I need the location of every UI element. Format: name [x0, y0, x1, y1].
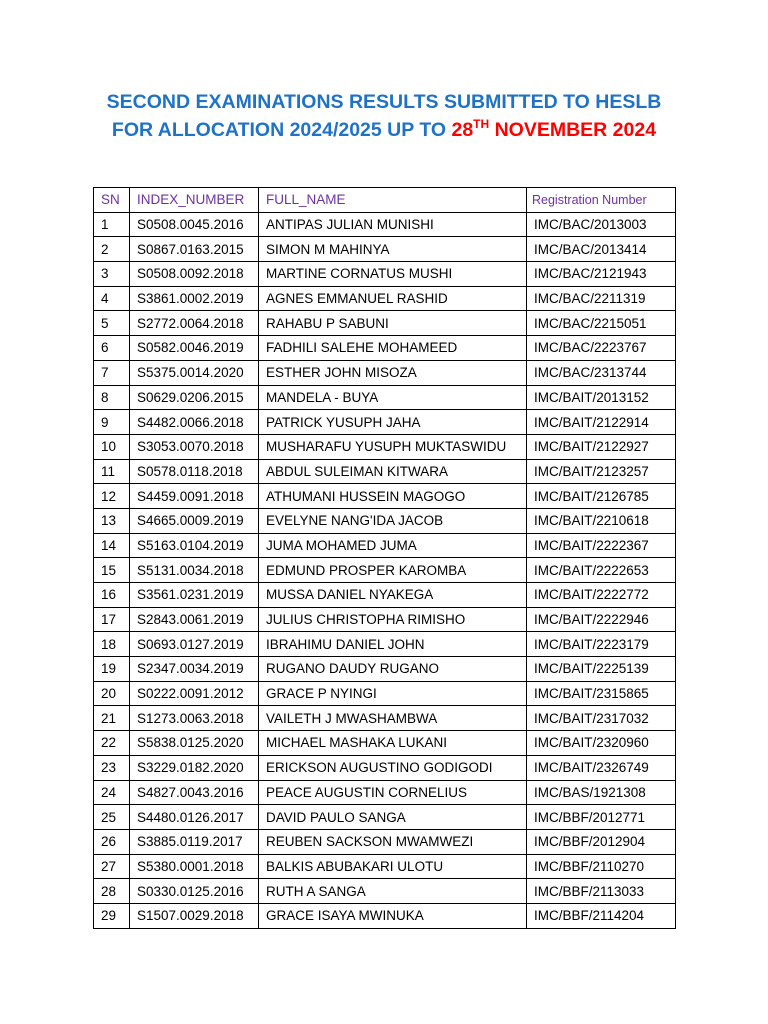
table-row [94, 607, 676, 632]
cell-full-name: FADHILI SALEHE MOHAMEED [259, 336, 527, 361]
cell-index-number: S2843.0061.2019 [130, 607, 259, 632]
cell-registration-number: IMC/BAC/2211319 [527, 286, 676, 311]
cell-full-name: DAVID PAULO SANGA [259, 805, 527, 830]
cell-sn: 1 [94, 212, 130, 237]
cell-index-number: S0582.0046.2019 [130, 336, 259, 361]
cell-sn: 11 [94, 459, 130, 484]
cell-sn: 20 [94, 681, 130, 706]
cell-full-name: SIMON M MAHINYA [259, 237, 527, 262]
title-date-suffix: TH [473, 117, 490, 131]
table-row [94, 879, 676, 904]
cell-index-number: S4827.0043.2016 [130, 780, 259, 805]
table-row [94, 805, 676, 830]
cell-index-number: S5375.0014.2020 [130, 360, 259, 385]
cell-full-name: RAHABU P SABUNI [259, 311, 527, 336]
cell-sn: 10 [94, 434, 130, 459]
cell-index-number: S0508.0092.2018 [130, 262, 259, 287]
cell-full-name: REUBEN SACKSON MWAMWEZI [259, 829, 527, 854]
results-table [93, 187, 676, 929]
table-row [94, 755, 676, 780]
cell-full-name: ESTHER JOHN MISOZA [259, 360, 527, 385]
cell-registration-number: IMC/BAIT/2122927 [527, 434, 676, 459]
cell-full-name: BALKIS ABUBAKARI ULOTU [259, 854, 527, 879]
cell-index-number: S4665.0009.2019 [130, 508, 259, 533]
cell-registration-number: IMC/BBF/2012771 [527, 805, 676, 830]
cell-index-number: S4482.0066.2018 [130, 410, 259, 435]
cell-sn: 29 [94, 903, 130, 928]
cell-full-name: MARTINE CORNATUS MUSHI [259, 262, 527, 287]
cell-index-number: S1507.0029.2018 [130, 903, 259, 928]
cell-sn: 6 [94, 336, 130, 361]
cell-sn: 8 [94, 385, 130, 410]
cell-sn: 4 [94, 286, 130, 311]
cell-index-number: S3229.0182.2020 [130, 755, 259, 780]
cell-index-number: S5131.0034.2018 [130, 558, 259, 583]
table-row [94, 508, 676, 533]
cell-index-number: S0508.0045.2016 [130, 212, 259, 237]
cell-full-name: VAILETH J MWASHAMBWA [259, 706, 527, 731]
cell-full-name: PATRICK YUSUPH JAHA [259, 410, 527, 435]
cell-registration-number: IMC/BAIT/2326749 [527, 755, 676, 780]
header-index-number: INDEX_NUMBER [130, 188, 259, 213]
table-header-row [94, 188, 676, 213]
cell-sn: 22 [94, 731, 130, 756]
cell-sn: 28 [94, 879, 130, 904]
table-row [94, 558, 676, 583]
cell-index-number: S2772.0064.2018 [130, 311, 259, 336]
cell-full-name: GRACE ISAYA MWINUKA [259, 903, 527, 928]
table-row [94, 657, 676, 682]
cell-index-number: S0867.0163.2015 [130, 237, 259, 262]
table-row [94, 533, 676, 558]
cell-full-name: AGNES EMMANUEL RASHID [259, 286, 527, 311]
table-row [94, 854, 676, 879]
cell-sn: 25 [94, 805, 130, 830]
cell-full-name: MICHAEL MASHAKA LUKANI [259, 731, 527, 756]
cell-sn: 16 [94, 583, 130, 608]
table-body [94, 212, 676, 928]
table-row [94, 632, 676, 657]
table-row [94, 336, 676, 361]
cell-index-number: S3885.0119.2017 [130, 829, 259, 854]
table-row [94, 780, 676, 805]
header-full-name: FULL_NAME [259, 188, 527, 213]
cell-sn: 3 [94, 262, 130, 287]
cell-full-name: JULIUS CHRISTOPHA RIMISHO [259, 607, 527, 632]
cell-full-name: ABDUL SULEIMAN KITWARA [259, 459, 527, 484]
table-row [94, 286, 676, 311]
cell-registration-number: IMC/BAIT/2122914 [527, 410, 676, 435]
cell-registration-number: IMC/BAIT/2315865 [527, 681, 676, 706]
cell-index-number: S2347.0034.2019 [130, 657, 259, 682]
cell-registration-number: IMC/BAC/2223767 [527, 336, 676, 361]
cell-sn: 17 [94, 607, 130, 632]
cell-full-name: GRACE P NYINGI [259, 681, 527, 706]
cell-full-name: ANTIPAS JULIAN MUNISHI [259, 212, 527, 237]
cell-full-name: MUSSA DANIEL NYAKEGA [259, 583, 527, 608]
cell-index-number: S3561.0231.2019 [130, 583, 259, 608]
cell-sn: 5 [94, 311, 130, 336]
table-row [94, 434, 676, 459]
cell-sn: 2 [94, 237, 130, 262]
table-row [94, 360, 676, 385]
cell-registration-number: IMC/BAC/2121943 [527, 262, 676, 287]
cell-index-number: S0222.0091.2012 [130, 681, 259, 706]
cell-sn: 15 [94, 558, 130, 583]
cell-sn: 18 [94, 632, 130, 657]
cell-registration-number: IMC/BBF/2113033 [527, 879, 676, 904]
cell-index-number: S0578.0118.2018 [130, 459, 259, 484]
cell-index-number: S0629.0206.2015 [130, 385, 259, 410]
title-line-1: SECOND EXAMINATIONS RESULTS SUBMITTED TO HESLB [106, 91, 662, 113]
cell-full-name: MUSHARAFU YUSUPH MUKTASWIDU [259, 434, 527, 459]
cell-index-number: S5838.0125.2020 [130, 731, 259, 756]
table-row [94, 459, 676, 484]
cell-registration-number: IMC/BAC/2313744 [527, 360, 676, 385]
cell-sn: 26 [94, 829, 130, 854]
header-registration-number: Registration Number [527, 188, 676, 213]
cell-registration-number: IMC/BAIT/2225139 [527, 657, 676, 682]
table-row [94, 903, 676, 928]
cell-registration-number: IMC/BBF/2012904 [527, 829, 676, 854]
cell-index-number: S5163.0104.2019 [130, 533, 259, 558]
title-date [451, 119, 656, 141]
cell-registration-number: IMC/BAIT/2222367 [527, 533, 676, 558]
cell-sn: 13 [94, 508, 130, 533]
document-title [0, 88, 768, 144]
cell-index-number: S5380.0001.2018 [130, 854, 259, 879]
cell-full-name: EDMUND PROSPER KAROMBA [259, 558, 527, 583]
cell-sn: 9 [94, 410, 130, 435]
cell-registration-number: IMC/BAIT/2222653 [527, 558, 676, 583]
cell-registration-number: IMC/BAIT/2222772 [527, 583, 676, 608]
cell-sn: 24 [94, 780, 130, 805]
cell-registration-number: IMC/BAIT/2317032 [527, 706, 676, 731]
title-line-2 [0, 116, 768, 144]
cell-full-name: JUMA MOHAMED JUMA [259, 533, 527, 558]
cell-registration-number: IMC/BAC/2013414 [527, 237, 676, 262]
cell-sn: 12 [94, 484, 130, 509]
table-row [94, 829, 676, 854]
title-date-day: 28 [451, 119, 474, 141]
cell-registration-number: IMC/BAIT/2223179 [527, 632, 676, 657]
cell-sn: 21 [94, 706, 130, 731]
table-row [94, 311, 676, 336]
cell-sn: 27 [94, 854, 130, 879]
header-sn: SN [94, 188, 130, 213]
cell-index-number: S4480.0126.2017 [130, 805, 259, 830]
cell-index-number: S1273.0063.2018 [130, 706, 259, 731]
cell-full-name: PEACE AUGUSTIN CORNELIUS [259, 780, 527, 805]
cell-full-name: MANDELA - BUYA [259, 385, 527, 410]
table-row [94, 385, 676, 410]
cell-registration-number: IMC/BAIT/2123257 [527, 459, 676, 484]
table-row [94, 706, 676, 731]
cell-full-name: RUTH A SANGA [259, 879, 527, 904]
cell-registration-number: IMC/BAC/2215051 [527, 311, 676, 336]
cell-registration-number: IMC/BBF/2114204 [527, 903, 676, 928]
cell-sn: 23 [94, 755, 130, 780]
cell-registration-number: IMC/BAIT/2210618 [527, 508, 676, 533]
cell-sn: 19 [94, 657, 130, 682]
cell-sn: 7 [94, 360, 130, 385]
cell-registration-number: IMC/BAIT/2320960 [527, 731, 676, 756]
cell-registration-number: IMC/BBF/2110270 [527, 854, 676, 879]
table-row [94, 410, 676, 435]
cell-full-name: ERICKSON AUGUSTINO GODIGODI [259, 755, 527, 780]
cell-full-name: IBRAHIMU DANIEL JOHN [259, 632, 527, 657]
table-row [94, 237, 676, 262]
cell-index-number: S3861.0002.2019 [130, 286, 259, 311]
cell-registration-number: IMC/BAC/2013003 [527, 212, 676, 237]
cell-sn: 14 [94, 533, 130, 558]
table-row [94, 583, 676, 608]
cell-registration-number: IMC/BAS/1921308 [527, 780, 676, 805]
title-date-month-year: NOVEMBER 2024 [489, 119, 657, 141]
table-row [94, 681, 676, 706]
cell-index-number: S4459.0091.2018 [130, 484, 259, 509]
table-row [94, 484, 676, 509]
table-row [94, 731, 676, 756]
cell-full-name: EVELYNE NANG'IDA JACOB [259, 508, 527, 533]
cell-registration-number: IMC/BAIT/2126785 [527, 484, 676, 509]
cell-full-name: RUGANO DAUDY RUGANO [259, 657, 527, 682]
cell-index-number: S0693.0127.2019 [130, 632, 259, 657]
table-row [94, 212, 676, 237]
cell-index-number: S3053.0070.2018 [130, 434, 259, 459]
cell-full-name: ATHUMANI HUSSEIN MAGOGO [259, 484, 527, 509]
table-row [94, 262, 676, 287]
cell-index-number: S0330.0125.2016 [130, 879, 259, 904]
cell-registration-number: IMC/BAIT/2222946 [527, 607, 676, 632]
cell-registration-number: IMC/BAIT/2013152 [527, 385, 676, 410]
title-line-2-prefix: FOR ALLOCATION 2024/2025 UP TO [111, 119, 452, 141]
